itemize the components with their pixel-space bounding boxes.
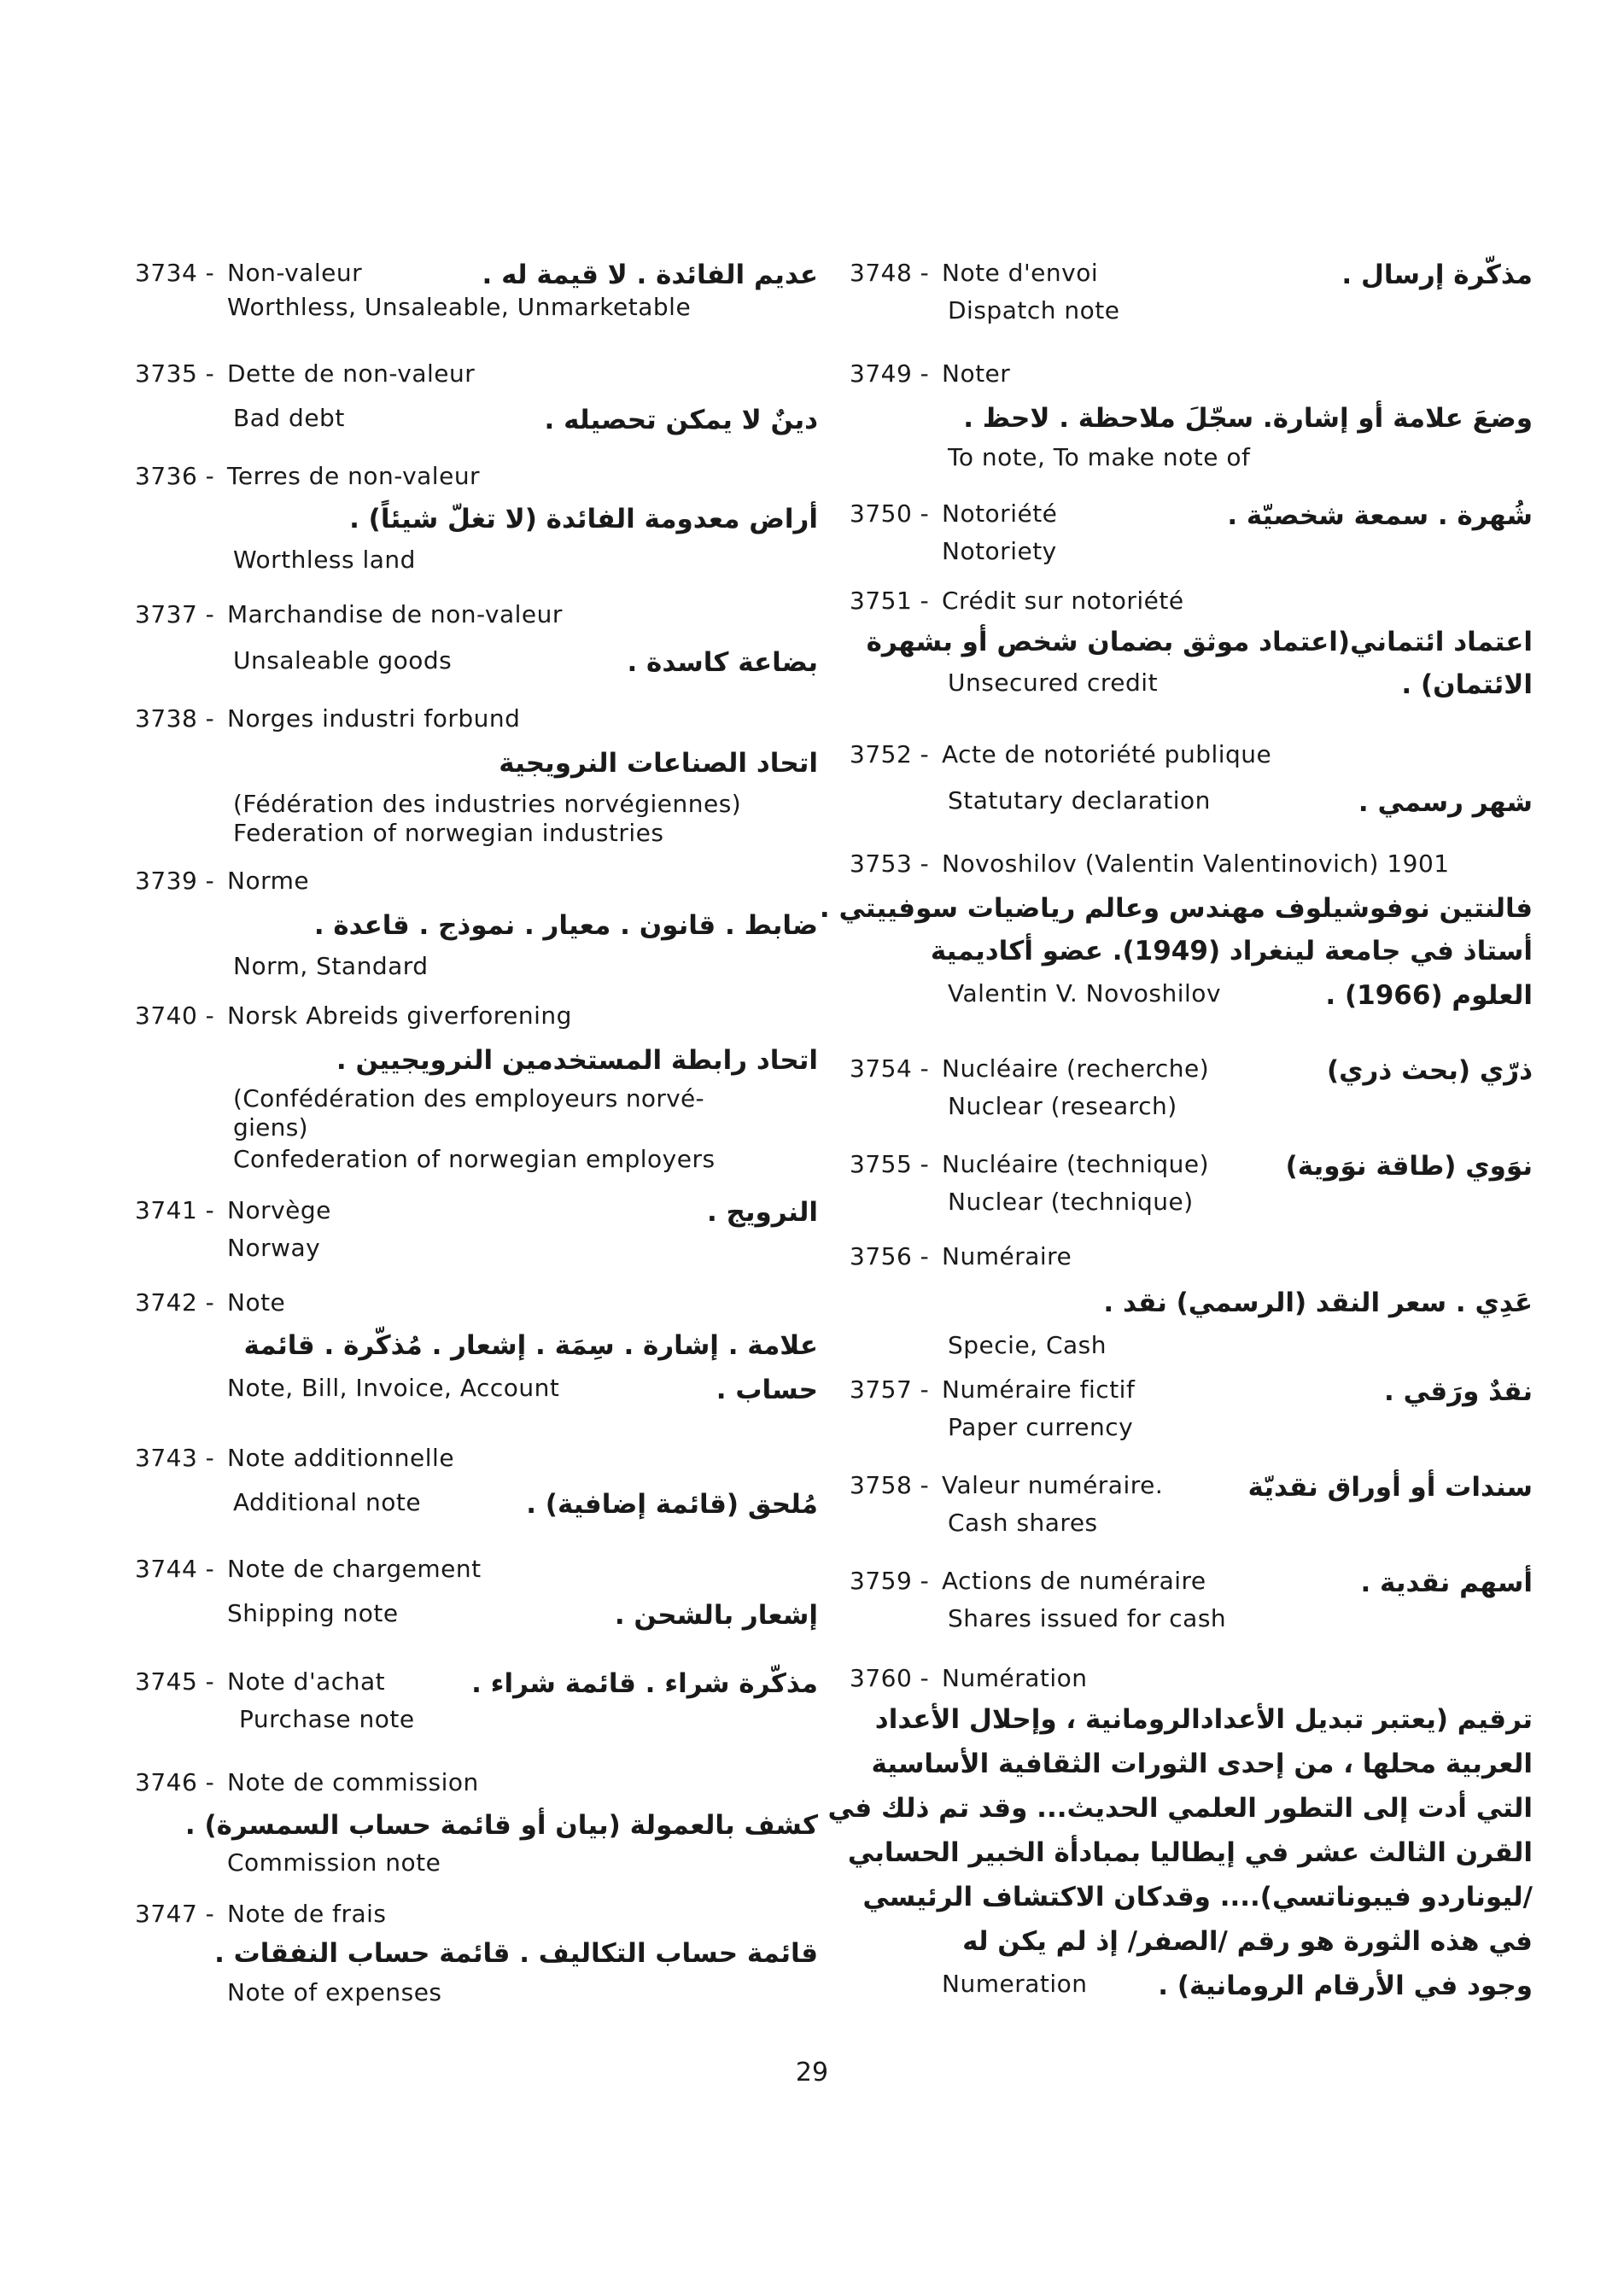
entry-arabic: أراض معدومة الفائدة (لا تغلّ شيئاً) .	[349, 504, 818, 534]
entry-arabic: اتحاد الصناعات النرويجية	[499, 748, 818, 779]
entry-number: 3742 -	[135, 1288, 215, 1317]
entry-arabic-continued: الائتمان) .	[1401, 669, 1533, 700]
entry-english: Additional note	[233, 1488, 422, 1516]
entry-number: 3738 -	[135, 704, 215, 733]
entry-term: Note d'achat	[227, 1667, 386, 1696]
entry-english: Numeration	[942, 1970, 1088, 1998]
entry-term: Dette de non-valeur	[227, 359, 476, 388]
entry-term: Numéraire fictif	[942, 1375, 1136, 1404]
entry-english: Commission note	[227, 1848, 441, 1877]
entry-english: Unsaleable goods	[233, 646, 453, 674]
entry-english: Note of expenses	[227, 1978, 442, 2006]
entry-number: 3756 -	[850, 1242, 930, 1270]
entry-number: 3735 -	[135, 359, 215, 388]
entry-number: 3743 -	[135, 1444, 215, 1472]
entry-number: 3737 -	[135, 600, 215, 628]
entry-arabic: اعتماد ائتماني(اعتماد موثق بضمان شخص أو بشهرة	[866, 627, 1533, 657]
right-column	[819, 0, 1533, 2283]
entry-number: 3757 -	[850, 1375, 930, 1404]
entry-english: Norway	[227, 1234, 321, 1262]
entry-term: Novoshilov (Valentin Valentinovich) 1901	[942, 850, 1450, 878]
entry-arabic: عَدِي . سعر النقد (الرسمي) نقد .	[1103, 1287, 1533, 1318]
entry-term: Nucléaire (recherche)	[942, 1054, 1210, 1083]
entry-arabic: دينٌ لا يمكن تحصيله .	[544, 405, 818, 435]
entry-number: 3746 -	[135, 1768, 215, 1796]
left-column	[135, 0, 818, 2283]
entry-term: Norvège	[227, 1196, 331, 1224]
entry-term: Norges industri forbund	[227, 704, 521, 733]
entry-number: 3736 -	[135, 462, 215, 490]
entry-number: 3753 -	[850, 850, 930, 878]
entry-arabic-last-line: وجود في الأرقام الرومانية) .	[1158, 1971, 1533, 2001]
entry-arabic: ذرّي (بحث ذري)	[1326, 1055, 1533, 1086]
entry-term: Note	[227, 1288, 286, 1317]
entry-english: Statutary declaration	[948, 786, 1211, 815]
entry-english: Valentin V. Novoshilov	[948, 979, 1222, 1007]
entry-term: Marchandise de non-valeur	[227, 600, 563, 628]
entry-number: 3745 -	[135, 1667, 215, 1696]
entry-arabic-line: القرن الثالث عشر في إيطاليا بمبادأة الخبير الحسابي	[847, 1837, 1533, 1868]
entry-term: Numéraire	[942, 1242, 1072, 1270]
entry-number: 3749 -	[850, 359, 930, 388]
entry-arabic: شُهرة . سمعة شخصيّة .	[1227, 500, 1533, 531]
entry-number: 3759 -	[850, 1567, 930, 1595]
entry-arabic: النرويج .	[706, 1197, 818, 1228]
entry-english: Worthless land	[233, 546, 416, 574]
entry-english: Confederation of norwegian employers	[233, 1145, 716, 1173]
entry-term: Note de chargement	[227, 1555, 482, 1583]
entry-term: Actions de numéraire	[942, 1567, 1206, 1595]
entry-arabic: مذكّرة إرسال .	[1341, 260, 1533, 290]
entry-arabic-line: التي أدت إلى التطور العلمي الحديث... وقد تم ذلك في	[827, 1793, 1533, 1824]
entry-term: Norsk Abreids giverforening	[227, 1001, 572, 1030]
entry-english: Bad debt	[233, 404, 345, 432]
entry-note: (Confédération des employeurs norvé-giens)	[233, 1084, 704, 1142]
entry-english: Shipping note	[227, 1599, 399, 1627]
entry-english: To note, To make note of	[948, 443, 1251, 471]
entry-arabic: فالنتين نوفوشيلوف مهندس وعالم رياضيات سوفييتي .	[819, 893, 1533, 924]
entry-number: 3741 -	[135, 1196, 215, 1224]
entry-term: Note d'envoi	[942, 259, 1099, 287]
entry-term: Note de frais	[227, 1900, 387, 1928]
entry-arabic: سندات أو أوراق نقديّة	[1247, 1472, 1533, 1503]
entry-number: 3751 -	[850, 587, 930, 615]
entry-arabic: مذكّرة شراء . قائمة شراء .	[471, 1668, 818, 1699]
entry-arabic: قائمة حساب التكاليف . قائمة حساب النفقات .	[214, 1938, 818, 1969]
entry-number: 3748 -	[850, 259, 930, 287]
entry-term: Valeur numéraire.	[942, 1471, 1164, 1499]
entry-english: Purchase note	[239, 1705, 415, 1733]
entry-arabic: أسهم نقدية .	[1360, 1568, 1533, 1598]
entry-english: Dispatch note	[948, 296, 1120, 324]
entry-arabic: بضاعة كاسدة .	[627, 647, 818, 678]
entry-arabic: نوَوي (طاقة نوَوية)	[1285, 1151, 1533, 1182]
entry-arabic-line: ترقيم (يعتبر تبديل الأعدادالرومانية ، وإحلال الأعداد	[874, 1704, 1533, 1735]
entry-arabic: نقدٌ ورَقي .	[1384, 1376, 1533, 1407]
entry-arabic: إشعار بالشحن .	[614, 1600, 818, 1631]
entry-english: Nuclear (technique)	[948, 1188, 1194, 1216]
entry-number: 3752 -	[850, 740, 930, 768]
entry-arabic: شهر رسمي .	[1358, 787, 1533, 818]
entry-note: (Fédération des industries norvégiennes)	[233, 790, 742, 818]
entry-arabic-line: في هذه الثورة هو رقم /الصفر/ إذ لم يكن له	[962, 1926, 1533, 1957]
entry-english: Norm, Standard	[233, 952, 429, 980]
entry-number: 3744 -	[135, 1555, 215, 1583]
entry-english: Cash shares	[948, 1509, 1098, 1537]
entry-term: Norme	[227, 867, 310, 895]
entry-english: Nuclear (research)	[948, 1092, 1177, 1120]
entry-english: Note, Bill, Invoice, Account	[227, 1374, 560, 1402]
entry-term: Notoriété	[942, 499, 1058, 528]
entry-term: Nucléaire (technique)	[942, 1150, 1210, 1178]
entry-arabic: اتحاد رابطة المستخدمين النرويجيين .	[336, 1045, 818, 1076]
entry-arabic-line: العربية محلها ، من إحدى الثورات الثقافية الأساسية	[871, 1749, 1533, 1779]
entry-term: Note de commission	[227, 1768, 479, 1796]
entry-number: 3760 -	[850, 1664, 930, 1692]
entry-english: Federation of norwegian industries	[233, 819, 664, 847]
entry-term: Non-valeur	[227, 259, 363, 287]
entry-number: 3739 -	[135, 867, 215, 895]
entry-term: Terres de non-valeur	[227, 462, 481, 490]
entry-arabic: ضابط . قانون . معيار . نموذج . قاعدة .	[313, 910, 818, 941]
entry-arabic: مُلحق (قائمة إضافية) .	[526, 1489, 818, 1520]
entry-arabic-line-2: أستاذ في جامعة لينغراد (1949). عضو أكاديمية	[930, 936, 1533, 966]
entry-arabic: كشف بالعمولة (بيان أو قائمة حساب السمسرة) .	[184, 1810, 818, 1841]
entry-number: 3755 -	[850, 1150, 930, 1178]
entry-arabic: علامة . إشارة . سِمَة . إشعار . مُذكّرة . قائمة	[243, 1330, 818, 1361]
entry-english: Worthless, Unsaleable, Unmarketable	[227, 293, 692, 321]
entry-number: 3740 -	[135, 1001, 215, 1030]
entry-term: Numération	[942, 1664, 1088, 1692]
entry-english: Unsecured credit	[948, 669, 1159, 697]
entry-number: 3747 -	[135, 1900, 215, 1928]
entry-english: Paper currency	[948, 1413, 1134, 1441]
entry-english: Shares issued for cash	[948, 1604, 1227, 1632]
entry-arabic: وضعَ علامة أو إشارة. سجّلَ ملاحظة . لاحظ .	[963, 403, 1533, 434]
entry-arabic-line: /ليوناردو فيبوناتسي).... وقدكان الاكتشاف الرئيسي	[862, 1882, 1533, 1912]
entry-term: Noter	[942, 359, 1011, 388]
entry-number: 3758 -	[850, 1471, 930, 1499]
entry-english: Specie, Cash	[948, 1331, 1107, 1359]
entry-term: Crédit sur notoriété	[942, 587, 1184, 615]
page-number: 29	[795, 2058, 829, 2087]
entry-arabic: عديم الفائدة . لا قيمة له .	[482, 260, 818, 290]
entry-english: Notoriety	[942, 537, 1057, 565]
entry-term: Acte de notoriété publique	[942, 740, 1272, 768]
entry-number: 3750 -	[850, 499, 930, 528]
entry-arabic-continued: حساب .	[716, 1375, 818, 1405]
entry-arabic-line-3: العلوم (1966) .	[1325, 980, 1533, 1011]
entry-number: 3754 -	[850, 1054, 930, 1083]
entry-term: Note additionnelle	[227, 1444, 455, 1472]
entry-number: 3734 -	[135, 259, 215, 287]
